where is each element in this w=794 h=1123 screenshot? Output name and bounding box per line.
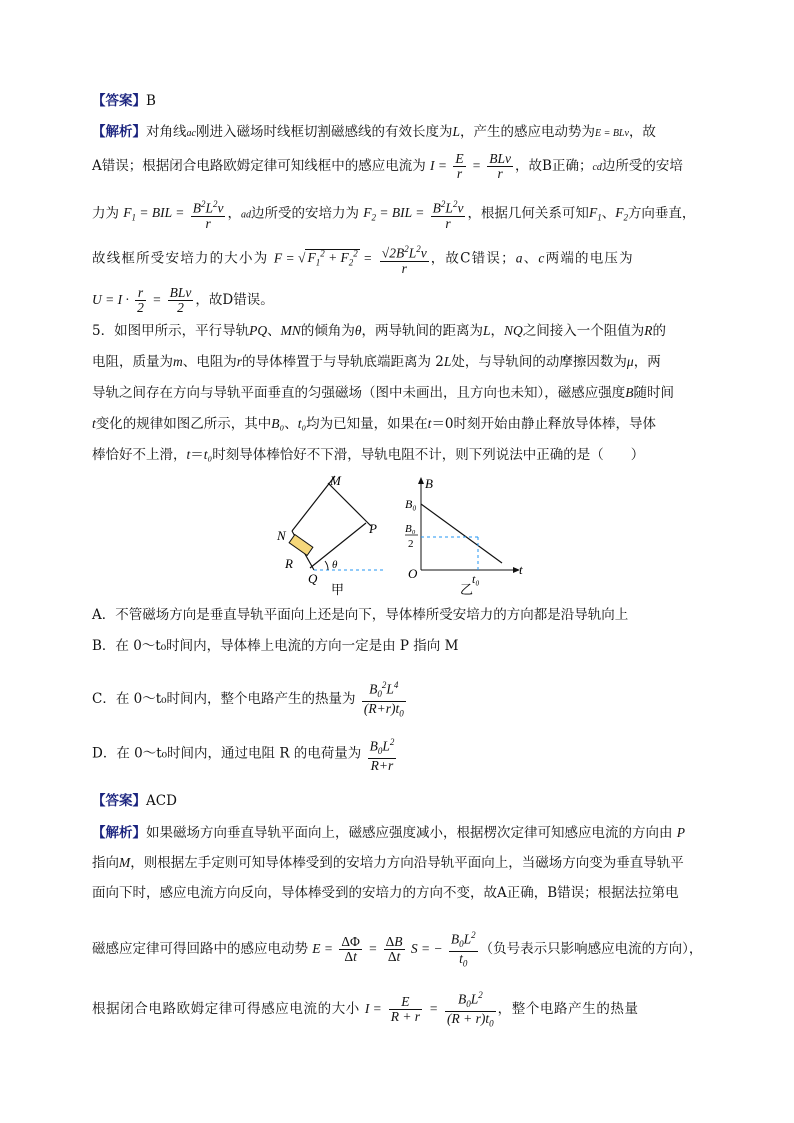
frac-charge: $\frac{B_0L^2}{R+r}$	[369, 737, 395, 774]
var: B₀	[271, 416, 285, 431]
var: t₀	[203, 447, 213, 462]
answer-tag: 【答案】	[92, 793, 146, 809]
text: 处，与导轨间的动摩擦因数为	[451, 354, 627, 370]
caption-yi: 乙	[460, 582, 474, 597]
option-c	[92, 678, 408, 721]
text: （负号表示只影响感应电流的方向），	[479, 940, 703, 957]
label-t: t	[519, 562, 523, 577]
figure-yi	[405, 476, 523, 597]
resistor-r	[289, 535, 313, 556]
text: 、电阻为	[182, 354, 237, 370]
label-t0: t₀	[472, 572, 480, 586]
var: a	[515, 250, 524, 266]
answer-2-line	[92, 793, 177, 809]
caption-jia: 甲	[331, 582, 345, 597]
var: t	[186, 447, 191, 462]
text: 刚进入磁场时线框切割磁感线的有效长度为	[195, 124, 453, 140]
frac: $\frac{E}{r}$	[455, 151, 464, 181]
var: P	[676, 825, 686, 840]
question-5-line-2	[92, 354, 661, 370]
formula-f1: $F_1$ = BIL =	[123, 205, 185, 223]
var: cd	[592, 162, 602, 173]
analysis-1-line-5: U = I · $\frac{r}{2}$ = $\frac{\text{BLv}}{2}$ ，故D错误。	[92, 285, 274, 315]
text: 故线框所受安培力的大小为	[92, 250, 269, 267]
frac: $\frac{r}{2}$	[137, 285, 144, 315]
text: 的	[652, 323, 667, 339]
var: $F_2$	[615, 205, 628, 223]
var: B	[625, 385, 634, 400]
text: 之间接入一个阻值为	[522, 323, 645, 339]
var: r	[236, 354, 243, 369]
var: R	[644, 323, 653, 338]
frac: $\frac{\text{BLv}}{r}$	[489, 151, 512, 181]
label-q: Q	[308, 571, 318, 586]
frac: $\frac{B_0L^2}{(R + r)t_0}$	[447, 990, 494, 1029]
text: 两端的电压为	[545, 250, 634, 267]
var: θ	[354, 323, 362, 338]
question-5-line-1	[92, 323, 666, 339]
text: 对角线	[146, 124, 187, 140]
var: L	[443, 354, 452, 369]
option-a	[92, 603, 628, 623]
text: 时刻导体棒恰好不下滑，导轨电阻不计，则下列说法中正确的是（ ）	[212, 447, 645, 463]
option-b-text: B．在 0～t₀时间内，导体棒上电流的方向一定是由 P 指向 M	[92, 638, 459, 654]
text: 均为已知量，如果在	[306, 416, 428, 432]
analysis-2-line-2	[92, 855, 684, 871]
text: 力为	[92, 205, 119, 222]
text: 变化的规律如图乙所示，其中	[95, 416, 272, 432]
var: MN	[280, 323, 301, 338]
var: t	[92, 416, 96, 431]
analysis-2-line-5: 根据闭合电路欧姆定律可得感应电流的大小 I = $\frac{E}{R + r}$ = $\frac{B_0L^2}{(R + r)t_0}$ ，整个电路产生的热量	[92, 990, 639, 1029]
option-c-text: C．在 0～t₀时间内，整个电路产生的热量为	[92, 690, 356, 707]
analysis-tag: 【解析】	[92, 124, 146, 140]
figure-jia	[276, 473, 386, 597]
text: 根据闭合电路欧姆定律可得感应电流的大小	[92, 1000, 360, 1017]
text: 随时间	[633, 385, 674, 401]
text: ，则根据左手定则可知导体棒受到的安培力方向沿导轨平面向上，当磁场方向变为垂直导轨平	[130, 855, 684, 871]
text: ，故	[628, 124, 656, 140]
analysis-1-line-2: A错误；根据闭合电路欧姆定律可知线框中的感应电流为 I = $\frac{E}{r}$ = $\frac{\text{BLv}}{r}$ ，故B正确；cd边所受的安培	[92, 151, 683, 181]
rail-pq	[310, 523, 366, 568]
b-line	[421, 504, 502, 563]
text: 边所受的安培力为	[250, 205, 359, 222]
text: 5．如图甲所示，平行导轨	[92, 323, 250, 339]
text: ，产生的感应电动势为	[459, 124, 595, 140]
option-a-text: A．不管磁场方向是垂直导轨平面向上还是向下，导体棒所受安培力的方向都是沿导轨向上	[92, 607, 629, 623]
text: 、	[523, 250, 539, 267]
label-theta: θ	[332, 559, 338, 571]
text: ，	[490, 323, 504, 339]
text: ＝0时刻开始由静止释放导体棒，导体	[431, 416, 657, 432]
rail-top	[328, 483, 371, 526]
angle-arc	[325, 561, 328, 570]
text: ，两	[633, 354, 661, 370]
var: M	[119, 855, 131, 870]
var: NQ	[504, 323, 523, 338]
text: 磁感应定律可得回路中的感应电动势	[92, 940, 308, 957]
var: c	[538, 250, 546, 266]
text: 棒恰好不上滑，	[92, 447, 187, 463]
formula-f: F = √ $F_1^2 + F_2^2$ =	[273, 248, 373, 268]
option-b	[92, 634, 458, 654]
text: ，故C错误；	[430, 250, 516, 267]
label-b0: B₀	[405, 497, 417, 511]
text: ，根据几何关系可知	[467, 205, 589, 222]
formula-current: I =	[430, 158, 448, 173]
text: 导轨之间存在方向与导轨平面垂直的匀强磁场（图中未画出，且方向也未知），磁感应强度	[92, 385, 626, 401]
var: μ	[626, 354, 634, 369]
var: t	[427, 416, 432, 431]
var: $F_1$	[588, 205, 602, 223]
formula-current-2: I =	[364, 1000, 382, 1016]
label-b0half-num: B₀	[405, 523, 416, 535]
frac-heat: $\frac{B_0^2L^4}{(R+r)t_0}$	[363, 680, 404, 719]
var: ac	[186, 128, 196, 139]
formula-emf: E =	[312, 940, 334, 956]
label-p: P	[369, 521, 377, 536]
frac: $\frac{√2B^2L^2v}{r}$	[381, 244, 427, 276]
formula: E = BLv	[594, 128, 629, 139]
frac: $\frac{B_0L^2}{t_0}$	[450, 930, 476, 969]
analysis-2-line-4: 磁感应定律可得回路中的感应电动势 E = $\frac{\Delta\Phi}{\Delta t}$ = $\frac{\Delta B}{\Delta t}$ S = − $\frac{B_0L^2}{t_0}$ （负号表示只影响感应电流的方向），	[92, 930, 703, 969]
var: t₀	[297, 416, 307, 431]
text: ，整个电路产生的热量	[497, 1000, 639, 1017]
text: 、	[601, 205, 616, 222]
var: ad	[240, 209, 251, 221]
frac: $\frac{E}{R + r}$	[390, 993, 421, 1024]
analysis-2-line-1	[92, 825, 685, 841]
option-d	[92, 735, 398, 773]
frac: $\frac{B^2L^2v}{r}$	[192, 199, 224, 231]
analysis-1-line-4	[92, 242, 634, 276]
var: PQ	[249, 323, 268, 338]
var: L	[452, 124, 460, 139]
var: m	[173, 354, 183, 369]
formula-f2: $F_2$ = BIL =	[363, 205, 425, 223]
text: 、	[284, 416, 298, 432]
label-o: O	[408, 566, 418, 581]
text: 指向	[92, 855, 119, 871]
frac: $\frac{\Delta\Phi}{\Delta t}$	[341, 933, 360, 964]
text: 边所受的安培	[601, 158, 683, 174]
option-d-text: D．在 0～t₀时间内，通过电阻 R 的电荷量为	[92, 745, 362, 762]
label-b: B	[425, 476, 433, 491]
figures	[268, 473, 538, 598]
answer-value: ACD	[146, 793, 177, 809]
question-5-line-4	[92, 416, 656, 432]
frac: $\frac{\Delta B}{\Delta t}$	[385, 933, 403, 964]
question-5-line-5	[92, 447, 644, 463]
var: L	[482, 323, 491, 338]
label-r: R	[285, 556, 293, 571]
answer-value: B	[146, 93, 156, 109]
analysis-1-line-3	[92, 197, 695, 231]
label-m: M	[330, 473, 341, 488]
frac: $\frac{B^2L^2v}{r}$	[432, 199, 464, 231]
question-5-line-3	[92, 385, 674, 401]
text: 、	[267, 323, 281, 339]
analysis-2-line-3	[92, 885, 679, 901]
analysis-tag: 【解析】	[92, 825, 146, 841]
text: ，	[227, 205, 241, 222]
label-b0half-den: 2	[408, 538, 414, 550]
frac: $\frac{\text{BLv}}{2}$	[169, 285, 192, 315]
formula-u: U = I ·	[92, 292, 129, 307]
text: A错误；根据闭合电路欧姆定律可知线框中的感应电流为	[92, 158, 426, 174]
text: ，故D错误。	[195, 292, 274, 308]
text: 如果磁场方向垂直导轨平面向上，磁感应强度减小，根据楞次定律可知感应电流的方向由	[146, 825, 673, 841]
label-n: N	[277, 528, 286, 543]
text: 的导体棒置于与导轨底端距离为 2	[242, 354, 444, 370]
text: 的倾角为	[300, 323, 355, 339]
text: 面向下时，感应电流方向反向，导体棒受到的安培力的方向不变，故A正确，B错误；根据法拉第电	[92, 885, 679, 901]
text: 方向垂直，	[627, 205, 696, 222]
answer-tag: 【答案】	[92, 93, 146, 109]
axis-b-arrow	[418, 477, 424, 484]
text: ，故B正确；	[515, 158, 593, 174]
answer-1-line	[92, 93, 156, 109]
text: ，两导轨间的距离为	[361, 323, 483, 339]
text: 电阻，质量为	[92, 354, 173, 370]
text: ＝	[190, 447, 204, 463]
analysis-1-line-1	[92, 124, 656, 142]
